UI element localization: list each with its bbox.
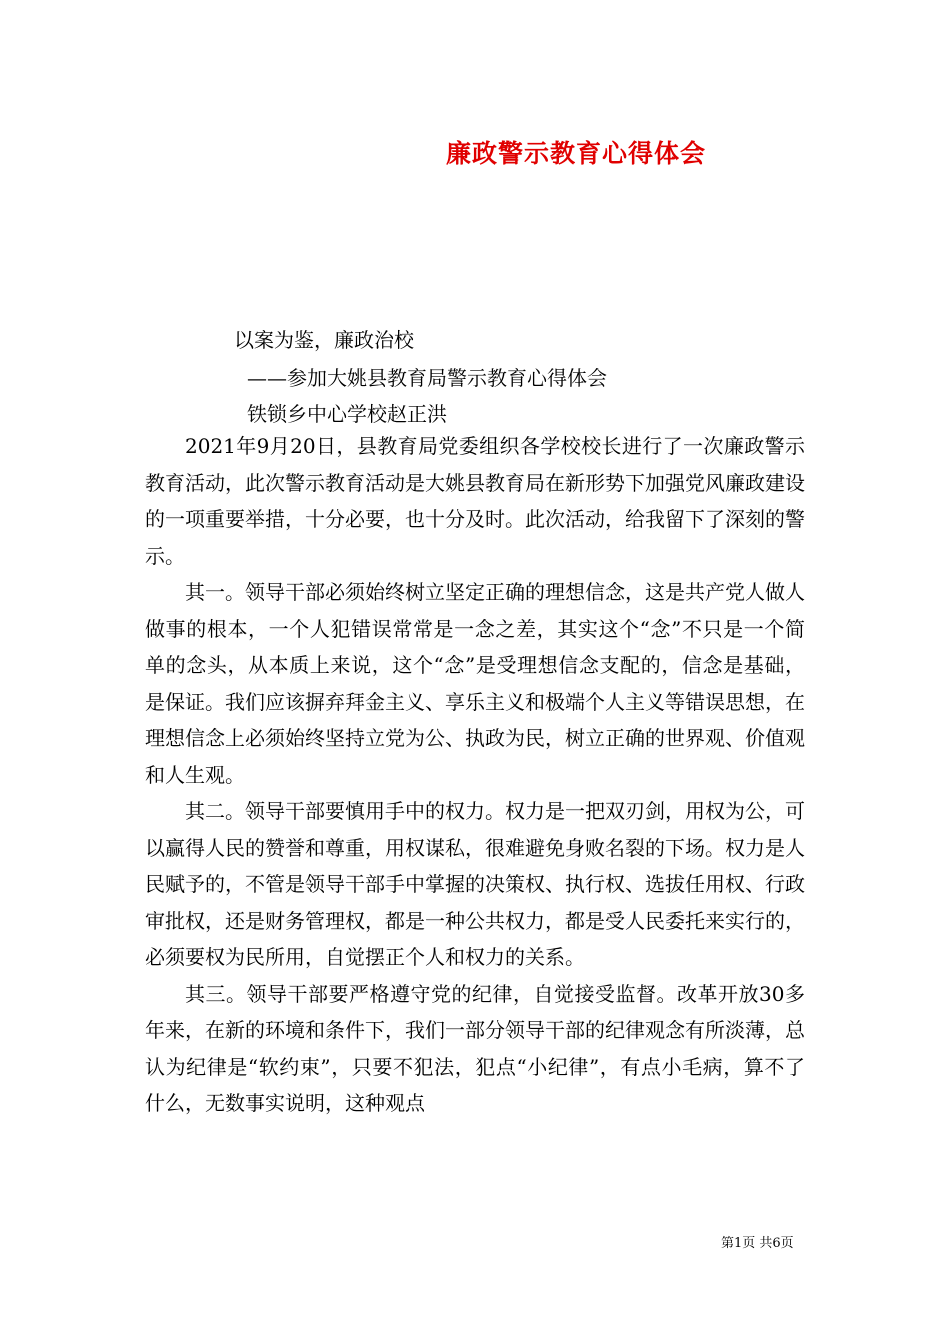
page-number: 第1页 共6页 — [721, 1236, 794, 1251]
subtitle: ——参加大姚县教育局警示教育心得体会 — [247, 366, 607, 390]
document-title: 廉政警示教育心得体会 — [446, 139, 707, 168]
paragraph: 2021年9月20日，县教育局党委组织各学校校长进行了一次廉政警示教育活动，此次警示教育活动是大姚县教育局在新形势下加强党风廉政建设的一项重要举措，十分必要，也十分及时。此次活动，给我留下了深刻的警示。 — [145, 434, 805, 568]
headline: 以案为鉴，廉政治校 — [234, 328, 414, 352]
author-line: 铁锁乡中心学校赵正洪 — [247, 402, 447, 426]
paragraph: 其一。领导干部必须始终树立坚定正确的理想信念，这是共产党人做人做事的根本，一个人犯错误常常是一念之差，其实这个“念”不只是一个简单的念头，从本质上来说，这个“念”是受理想信念支配的，信念是基础，是保证。我们应该摒弃拜金主义、享乐主义和极端个人主义等错误思想，在理想信念上必须始终坚持立党为公、执政为民，树立正确的世界观、价值观和人生观。 — [145, 580, 805, 787]
paragraph: 其三。领导干部要严格遵守党的纪律，自觉接受监督。改革开放30多年来，在新的环境和条件下，我们一部分领导干部的纪律观念有所淡薄，总认为纪律是“软约束”，只要不犯法，犯点“小纪律”，有点小毛病，算不了什么，无数事实说明，这种观点 — [145, 981, 805, 1115]
body-text — [145, 428, 805, 1122]
paragraph: 其二。领导干部要慎用手中的权力。权力是一把双刃剑，用权为公，可以赢得人民的赞誉和尊重，用权谋私，很难避免身败名裂的下场。权力是人民赋予的，不管是领导干部手中掌握的决策权、执行权、选拔任用权、行政审批权，还是财务管理权，都是一种公共权力，都是受人民委托来实行的，必须要权为民所用，自觉摆正个人和权力的关系。 — [145, 799, 805, 969]
